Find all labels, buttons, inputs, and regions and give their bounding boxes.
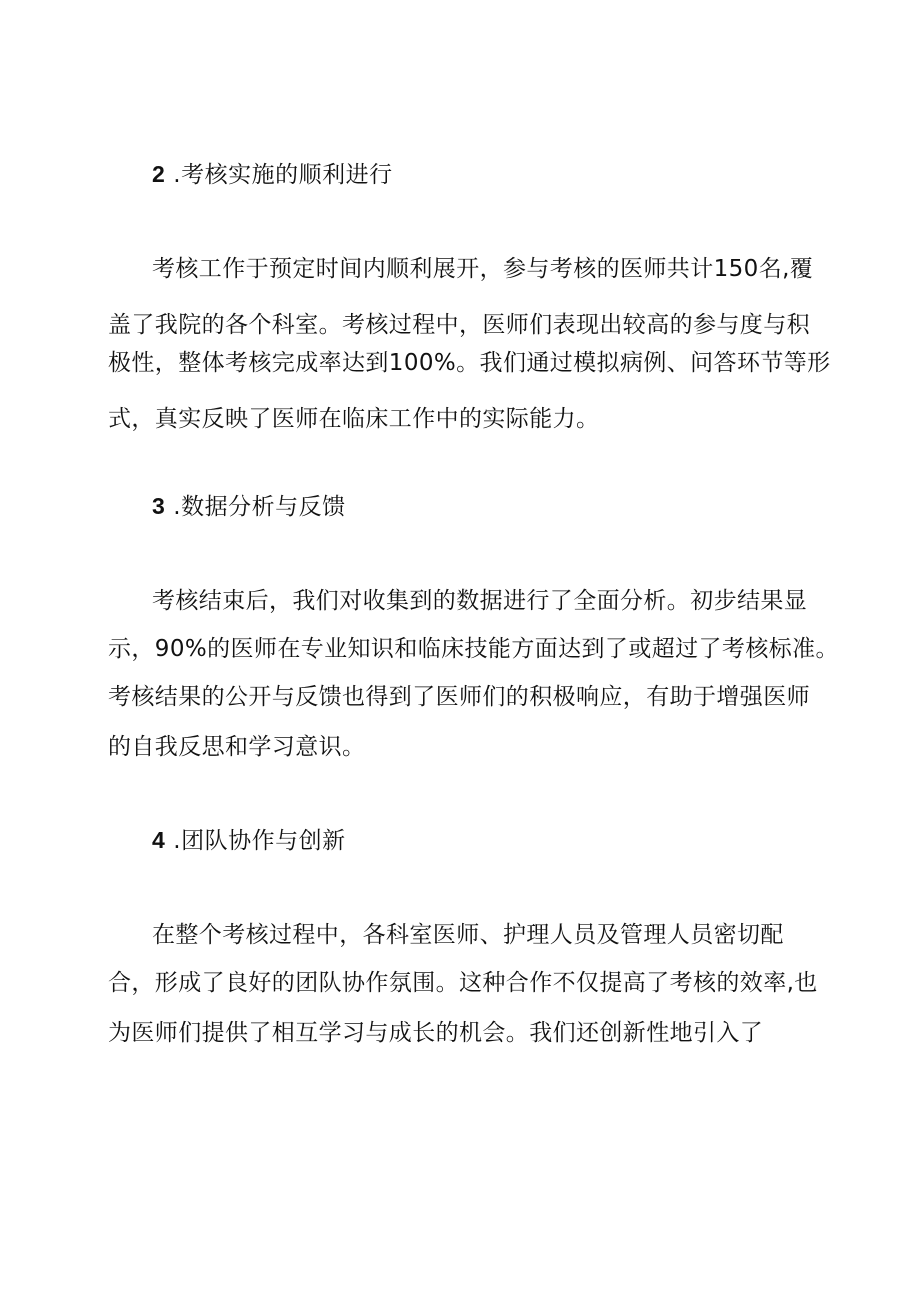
- section-number: 2: [152, 161, 166, 187]
- paragraph-line: 为医师们提供了相互学习与成长的机会。我们还创新性地引入了: [108, 1020, 764, 1046]
- paragraph-line: 在整个考核过程中，各科室医师、护理人员及管理人员密切配: [152, 922, 784, 948]
- section-heading: [152, 490, 346, 523]
- paragraph-line: 示，90%的医师在专业知识和临床技能方面达到了或超过了考核标准。: [108, 636, 839, 662]
- paragraph-line: 考核结果的公开与反馈也得到了医师们的积极响应，有助于增强医师: [108, 684, 810, 710]
- paragraph-line: 考核工作于预定时间内顺利展开，参与考核的医师共计150名,覆: [152, 256, 814, 282]
- paragraph-line: 极性，整体考核完成率达到100%。我们通过模拟病例、问答环节等形: [108, 350, 831, 376]
- paragraph-line: 考核结束后，我们对收集到的数据进行了全面分析。初步结果显: [152, 588, 808, 614]
- paragraph-line: 合，形成了良好的团队协作氛围。这种合作不仅提高了考核的效率,也: [108, 970, 818, 996]
- section-title: .数据分析与反馈: [173, 494, 346, 520]
- section-title: .团队协作与创新: [173, 828, 346, 854]
- paragraph-line: 的自我反思和学习意识。: [108, 734, 366, 760]
- paragraph-line: 式，真实反映了医师在临床工作中的实际能力。: [108, 406, 600, 432]
- section-number: 4: [152, 827, 166, 853]
- section-title: .考核实施的顺利进行: [173, 162, 393, 188]
- paragraph-line: 盖了我院的各个科室。考核过程中，医师们表现出较高的参与度与积: [108, 312, 810, 338]
- section-heading: [152, 824, 346, 857]
- section-number: 3: [152, 493, 166, 519]
- section-heading: [152, 158, 393, 191]
